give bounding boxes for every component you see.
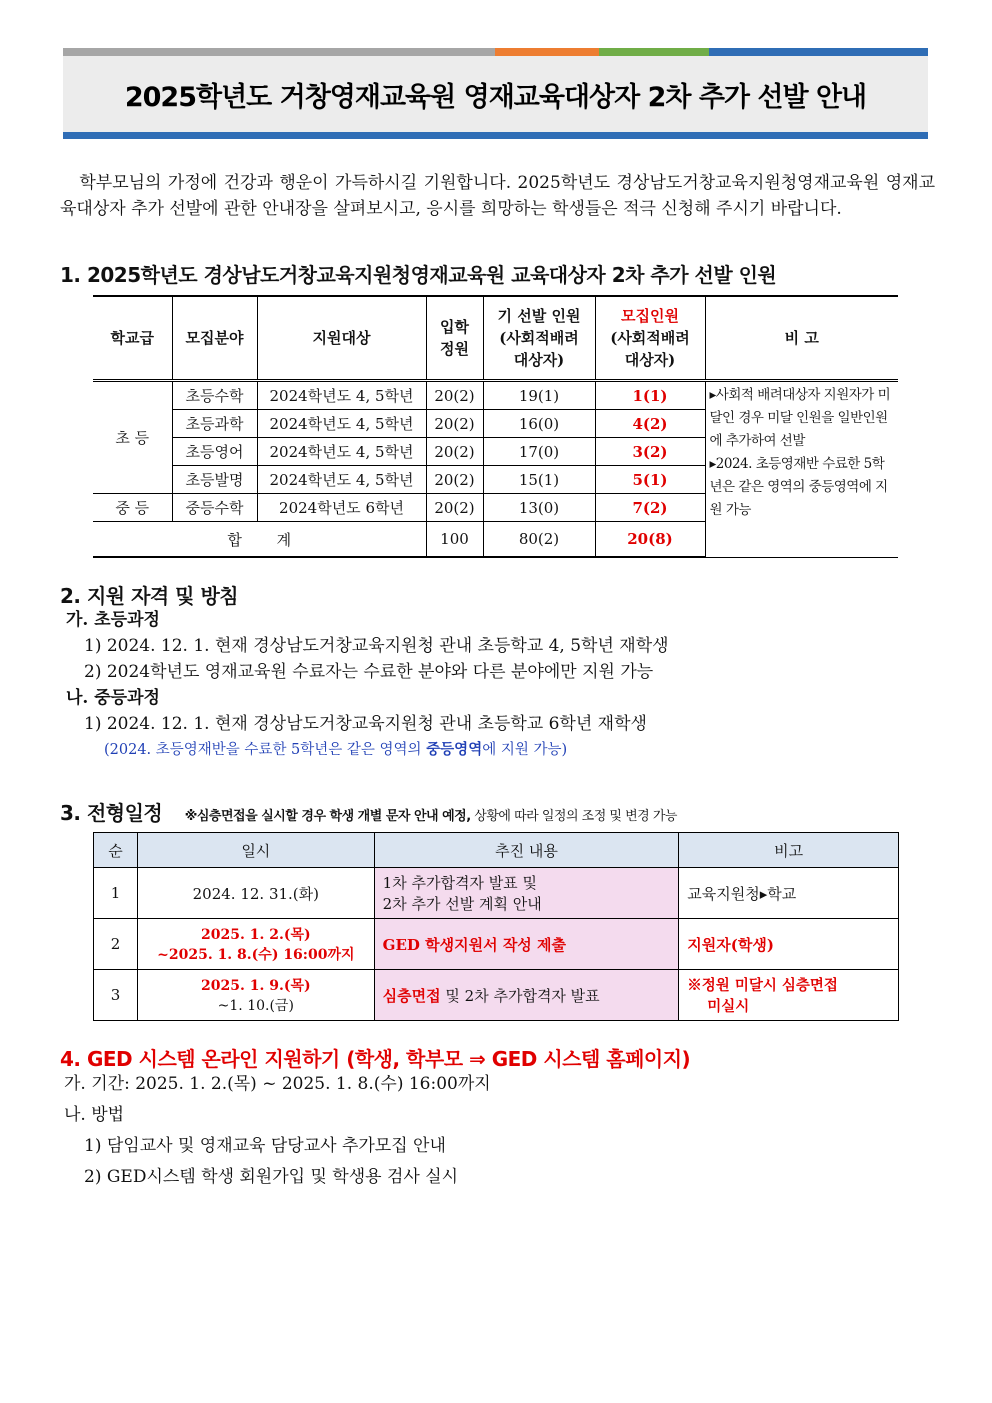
col-header-note: 비 고 <box>705 296 898 381</box>
method-item-1: 1) 담임교사 및 영재교육 담당교사 추가모집 안내 <box>84 1136 446 1156</box>
section4-heading: 4. GED 시스템 온라인 지원하기 (학생, 학부모 ⇒ GED 시스템 홈페이지) <box>60 1047 691 1071</box>
table-header-row <box>93 296 898 381</box>
schedule-table <box>93 832 899 1021</box>
table-row: 중 등 중등수학 2024학년도 6학년 20(2) 13(0) 7(2) <box>93 494 898 522</box>
table-row: 1 2024. 12. 31.(화) 1차 추가합격자 발표 및 2차 추가 선발 계획 안내 교육지원청▸학교 <box>94 868 899 919</box>
elem-item-2: 2) 2024학년도 영재교육원 수료자는 수료한 분야와 다른 분야에만 지원 가능 <box>84 662 654 682</box>
table-row: 2 2025. 1. 2.(목) ~2025. 1. 8.(수) 16:00까지 GED 학생지원서 작성 제출 지원자(학생) <box>94 919 899 970</box>
mid-item-1: 1) 2024. 12. 1. 현재 경상남도거창교육지원청 관내 초등학교 6학년 재학생 <box>84 714 647 734</box>
table-row: 초등발명 2024학년도 4, 5학년 20(2) 15(1) 5(1) <box>93 466 898 494</box>
col-header-quota: 입학 정원 <box>426 296 483 381</box>
apply-period: 가. 기간: 2025. 1. 2.(목) ~ 2025. 1. 8.(수) 16:00까지 <box>64 1074 491 1094</box>
table-row: 초 등 초등수학 2024학년도 4, 5학년 20(2) 19(1) 1(1) ▸사회적 배려대상자 지원자가 미달인 경우 미달 인원을 일반인원에 추가하여 선발 ▸2024. 초등영재반 수료한 5학년은 같은 영역의 중등영역에 지원 가능 <box>93 381 898 410</box>
table-row: 3 2025. 1. 9.(목) ~1. 10.(금) 심층면접 및 2차 추가합격자 발표 ※정원 미달시 심층면접 미실시 <box>94 970 899 1021</box>
table-header-row: 순 일시 추진 내용 비고 <box>94 833 899 868</box>
level-cell: 초 등 <box>93 381 172 494</box>
section3-heading: 3. 전형일정 ※심층면접을 실시할 경우 학생 개별 문자 안내 예정, 상황에 따라 일정의 조정 및 변경 가능 <box>60 801 677 825</box>
col-header-selected: 기 선발 인원 (사회적배려 대상자) <box>483 296 595 381</box>
section1-heading: 1. 2025학년도 경상남도거창교육지원청영재교육원 교육대상자 2차 추가 선발 인원 <box>60 263 777 287</box>
title-banner <box>63 48 928 140</box>
method-item-2: 2) GED시스템 학생 회원가입 및 학생용 검사 실시 <box>84 1167 459 1187</box>
section2-heading: 2. 지원 자격 및 방침 <box>60 584 239 608</box>
schedule-note: ※심층면접을 실시할 경우 학생 개별 문자 안내 예정, 상황에 따라 일정의 조정 및 변경 가능 <box>184 809 677 824</box>
col-header-field: 모집분야 <box>172 296 257 381</box>
title-color-bar <box>63 48 928 56</box>
mid-note: (2024. 초등영재반을 수료한 5학년은 같은 영역의 중등영역에 지원 가능) <box>104 741 568 758</box>
table-row: 초등영어 2024학년도 4, 5학년 20(2) 17(0) 3(2) <box>93 438 898 466</box>
method-heading: 나. 방법 <box>64 1105 125 1125</box>
table-row: 초등과학 2024학년도 4, 5학년 20(2) 16(0) 4(2) <box>93 410 898 438</box>
elem-item-1: 1) 2024. 12. 1. 현재 경상남도거창교육지원청 관내 초등학교 4, 5학년 재학생 <box>84 636 669 656</box>
level-cell: 중 등 <box>93 494 172 522</box>
recruitment-table <box>93 295 898 558</box>
intro-paragraph: 학부모님의 가정에 건강과 행운이 가득하시길 기원합니다. 2025학년도 경상남도거창교육지원청영재교육원 영재교육대상자 추가 선발에 관한 안내장을 살펴보시고, 응시를 희망하는 학생들은 적극 신청해 주시기 바랍니다. <box>60 173 935 219</box>
table-total-row: 합 계 100 80(2) 20(8) <box>93 522 898 558</box>
page-title: 2025학년도 거창영재교육원 영재교육대상자 2차 추가 선발 안내 <box>124 81 867 113</box>
elem-course-heading: 가. 초등과정 <box>66 610 160 630</box>
col-header-level: 학교급 <box>93 296 172 381</box>
col-header-recruit: 모집인원 (사회적배려 대상자) <box>595 296 705 381</box>
col-header-target: 지원대상 <box>257 296 426 381</box>
mid-course-heading: 나. 중등과정 <box>66 688 160 708</box>
note-cell: ▸사회적 배려대상자 지원자가 미달인 경우 미달 인원을 일반인원에 추가하여 선발 ▸2024. 초등영재반 수료한 5학년은 같은 영역의 중등영역에 지원 가능 <box>705 381 898 558</box>
